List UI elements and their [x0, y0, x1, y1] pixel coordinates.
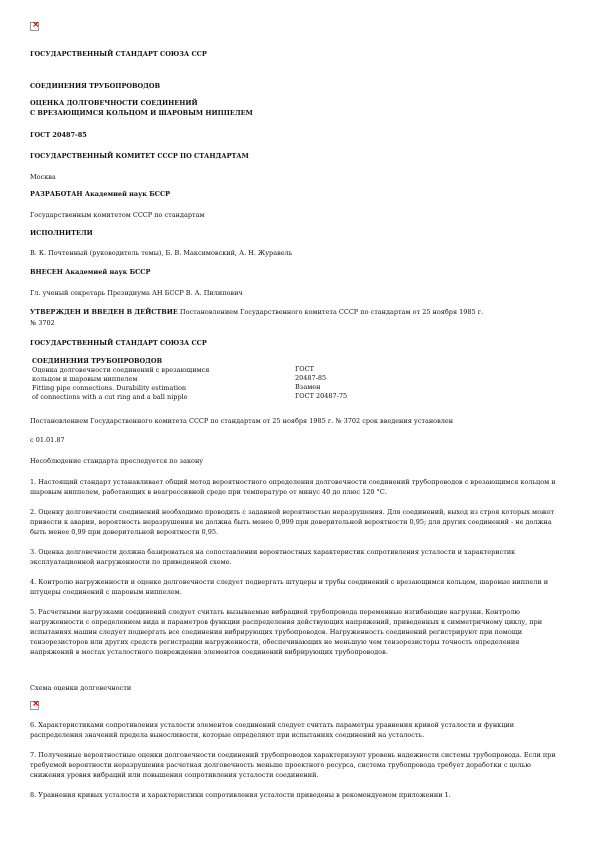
paragraph-1: 1. Настоящий стандарт устанавливает общий метод вероятностного определения долговечности соединений трубопроводов с врезающимся кольцом и шаровым ниппелем, работающих в неагрессивной среде при температуре от минус 40 до плюс 120 °С. — [30, 478, 556, 496]
approved-number: № 3702 — [30, 319, 55, 327]
table-left-line: Оценка долговечности соединений с врезающимся — [32, 366, 210, 374]
approved-statement — [30, 307, 565, 317]
standard-number-cell — [295, 365, 445, 401]
paragraph-7: 7. Полученные вероятностные оценки долговечности соединений трубопроводов характеризуют уровень надежности системы трубопровода. Если при требуемой вероятности неразрушения расчетная долговечность меньше проектного ресурса, система трубопровода требует доработки с целью снижения уровня вибраций или повышения сопротивления усталости соединений. — [30, 751, 556, 779]
doc-subtitle-line1: ОЦЕНКА ДОЛГОВЕЧНОСТИ СОЕДИНЕНИЙ — [30, 99, 198, 107]
approved-text: Постановлением Государственного комитета СССР по стандартам от 25 ноября 1985 г. — [177, 308, 484, 316]
table-left-line: СОЕДИНЕНИЯ ТРУБОПРОВОДОВ — [32, 357, 163, 365]
city: Москва — [30, 173, 56, 181]
approved-label: УТВЕРЖДЕН И ВВЕДЕН В ДЕЙСТВИЕ — [30, 308, 178, 316]
broken-image-icon — [30, 22, 39, 31]
doc-title: СОЕДИНЕНИЯ ТРУБОПРОВОДОВ — [30, 82, 161, 90]
header-state-standard-2: ГОСУДАРСТВЕННЫЙ СТАНДАРТ СОЮЗА ССР — [30, 339, 207, 347]
developed-by: РАЗРАБОТАН Академией наук БССР — [30, 190, 171, 198]
paragraph-6: 6. Характеристиками сопротивления усталости элементов соединений следует считать параметры уравнения кривой усталости и функции распределения значений предела выносливости, которые определяют при испытаниях соединений на усталость. — [30, 721, 515, 739]
introduced-by: ВНЕСЕН Академией наук БССР — [30, 268, 151, 276]
executors-label: ИСПОЛНИТЕЛИ — [30, 229, 93, 237]
paragraph-4: 4. Контролю нагруженности и оценке долговечности следует подвергать штуцеры и трубы соединений с врезающимся кольцом, шаровые ниппели и штуцеры соединений с шаровым ниппелем. — [30, 578, 549, 596]
table-left-line: of connections with a cut ring and a ball nipple — [32, 393, 188, 401]
scheme-label: Схема оценки долговечности — [30, 684, 132, 692]
effective-date: с 01.01.87 — [30, 436, 65, 444]
table-right-line: 20487-85 — [295, 374, 327, 382]
committee-heading: ГОСУДАРСТВЕННЫЙ КОМИТЕТ СССР ПО СТАНДАРТАМ — [30, 152, 249, 160]
noncompliance-notice: Несоблюдение стандарта преследуется по закону — [30, 457, 204, 465]
gost-number: ГОСТ 20487-85 — [30, 131, 87, 139]
decree-text: Постановлением Государственного комитета СССР по стандартам от 25 ноября 1985 г. № 3702 срок введения установлен — [30, 417, 454, 425]
paragraph-8: 8. Уравнения кривых усталости и характеристики сопротивления усталости приведены в рекомендуемом приложении 1. — [30, 791, 451, 799]
developed-by-2: Государственным комитетом СССР по стандартам — [30, 211, 205, 219]
secretary: Гл. ученый секретарь Президиума АН БССР В. А. Пилипович — [30, 289, 243, 297]
table-right-line: Взамен — [295, 383, 321, 391]
executors-list: В. К. Почтенный (руководитель темы), Б. В. Максимовский, А. Н. Журавель — [30, 249, 293, 257]
paragraph-3: 3. Оценка долговечности должна базироваться на сопоставлении вероятностных характеристик сопротивления усталости и характеристик эксплуатационной нагруженности по приведенной схеме. — [30, 548, 516, 566]
table-left-line: Fitting pipe connections. Durability estimation — [32, 384, 187, 392]
standard-title-cell — [32, 357, 262, 402]
paragraph-2: 2. Оценку долговечности соединений необходимо проводить с заданной вероятностью неразрушения. Для соединений, выход из строя которых может привести к аварии, вероятность неразрушения не должна быть менее 0,999 при доверительной вероятности 0,95; для других соединений - не должна быть менее 0,99 при доверительной вероятности 0,95. — [30, 508, 555, 536]
table-right-line: ГОСТ 20487-75 — [295, 392, 348, 400]
doc-subtitle-line2: С ВРЕЗАЮЩИМСЯ КОЛЬЦОМ И ШАРОВЫМ НИППЕЛЕМ — [30, 109, 253, 117]
scheme-broken-image-icon — [30, 701, 39, 710]
table-right-line: ГОСТ — [295, 365, 314, 373]
header-state-standard: ГОСУДАРСТВЕННЫЙ СТАНДАРТ СОЮЗА ССР — [30, 50, 207, 58]
paragraph-5: 5. Расчетными нагрузками соединений следует считать вызываемые вибрацией трубопровода переменные изгибающие нагрузки. Контролю нагруженности с определением вида и параметров функции распределения действующих напряжений, приведенных к симметричному циклу, при испытаниях машин следует подвергать все соединения вибрирующих трубопроводов. Нагруженность соединений регистрируют при помощи тензорезисторов или других средств регистрации нагруженности, обеспечивающих не меньшую чем тензорезисторы точность определения напряжений в местах усталостного повреждения элементов соединений вибрирующих трубопроводов. — [30, 608, 543, 656]
table-left-line: кольцом и шаровым ниппелем — [32, 375, 138, 383]
